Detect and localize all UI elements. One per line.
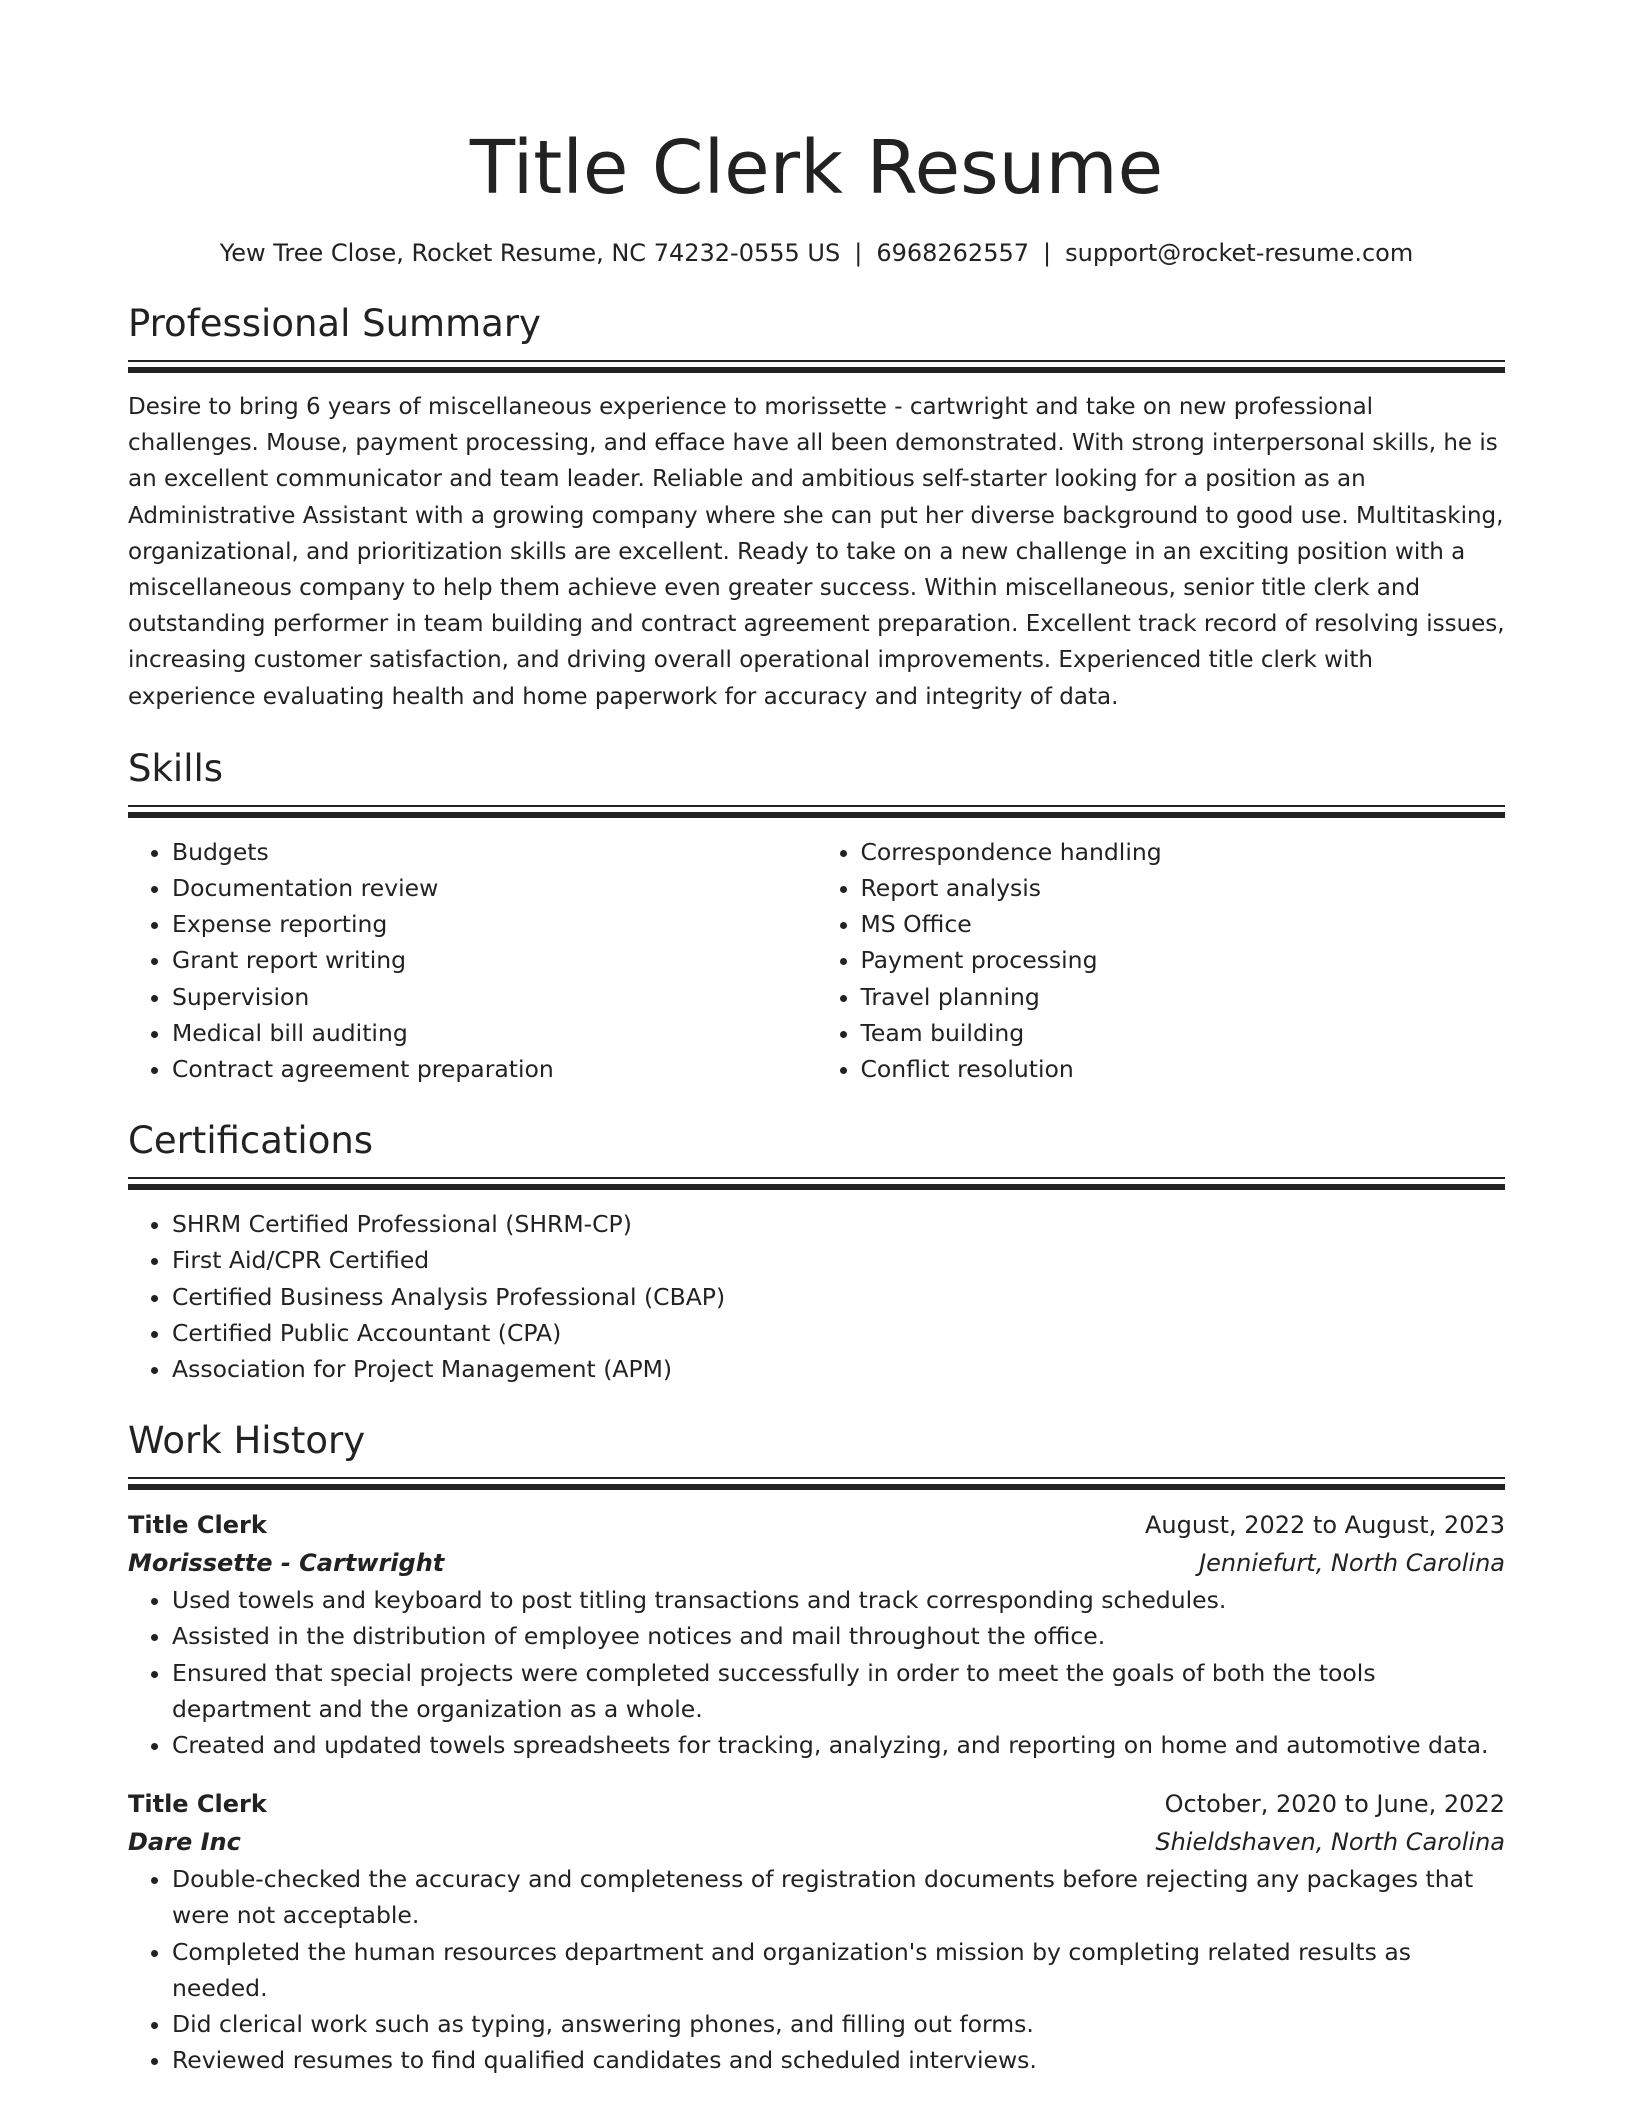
section-divider [128, 1477, 1505, 1490]
skill-item: • Supervision [172, 979, 817, 1015]
job-bullet: • Completed the human resources department and organization's mission by completing related results as needed. [172, 1934, 1505, 2006]
skills-section [128, 745, 1505, 1087]
skill-item: • Grant report writing [172, 942, 817, 978]
skill-item: • Correspondence handling [861, 834, 1506, 870]
summary-section [128, 300, 1505, 715]
job-title: Title Clerk [128, 1790, 267, 1819]
skill-item: • Budgets [172, 834, 817, 870]
skill-item: • MS Office [861, 906, 1506, 942]
job-bullets [128, 1582, 1505, 1763]
skill-item: • Team building [861, 1015, 1506, 1051]
job-bullet: • Used towels and keyboard to post titling transactions and track corresponding schedules. [172, 1582, 1505, 1618]
contact-phone: 6968262557 [876, 239, 1030, 267]
contact-separator: | [854, 239, 863, 267]
skill-item: • Payment processing [861, 942, 1506, 978]
certifications-section [128, 1117, 1505, 1387]
job-company: Morissette - Cartwright [128, 1549, 445, 1578]
contact-line [128, 236, 1505, 270]
job-bullet: • Created and updated towels spreadsheets for tracking, analyzing, and reporting on home and automotive data. [172, 1727, 1505, 1763]
certification-item: • Certified Business Analysis Professional (CBAP) [172, 1279, 1505, 1315]
section-title-summary: Professional Summary [128, 302, 541, 345]
job-entry [128, 1506, 1505, 1763]
job-header-row [128, 1785, 1505, 1823]
skills-grid [128, 834, 1505, 1087]
resume-title: Title Clerk Resume [469, 125, 1164, 211]
section-title-work-history: Work History [128, 1419, 366, 1463]
certifications-list [128, 1206, 1505, 1387]
certification-item: • SHRM Certified Professional (SHRM-CP) [172, 1206, 1505, 1242]
job-company: Dare Inc [128, 1828, 241, 1857]
skill-item: • Expense reporting [172, 906, 817, 942]
job-bullet: • Ensured that special projects were completed successfully in order to meet the goals of both the tools department and the organization as a whole. [172, 1655, 1505, 1727]
job-bullet: • Assisted in the distribution of employee notices and mail throughout the office. [172, 1618, 1505, 1654]
job-dates: August, 2022 to August, 2023 [1145, 1511, 1505, 1540]
certification-item: • Certified Public Accountant (CPA) [172, 1315, 1505, 1351]
section-title-certifications: Certifications [128, 1119, 374, 1163]
job-header-row [128, 1506, 1505, 1544]
contact-email[interactable]: support@rocket-resume.com [1065, 239, 1414, 267]
job-title: Title Clerk [128, 1511, 267, 1540]
job-bullet: • Did clerical work such as typing, answering phones, and filling out forms. [172, 2006, 1505, 2042]
job-bullets [128, 1861, 1505, 2078]
skills-list-right [817, 834, 1506, 1087]
work-history-section [128, 1417, 1505, 2078]
section-divider [128, 360, 1505, 373]
section-title-skills: Skills [128, 746, 224, 790]
certification-item: • First Aid/CPR Certified [172, 1242, 1505, 1278]
section-divider [128, 1177, 1505, 1190]
job-subheader-row [128, 1544, 1505, 1582]
skill-item: • Travel planning [861, 979, 1506, 1015]
skill-item: • Medical bill auditing [172, 1015, 817, 1051]
section-divider [128, 805, 1505, 818]
contact-separator: | [1043, 239, 1052, 267]
job-location: Jenniefurt, North Carolina [1199, 1549, 1505, 1578]
summary-text: Desire to bring 6 years of miscellaneous experience to morissette - cartwright and take on new professional challenges. Mouse, payment processing, and efface have all been demonstrated. With strong interpersonal skills, he is an excellent communicator and team leader. Reliable and ambitious self-starter looking for a position as an Administrative Assistant with a growing company where she can put her diverse background to good use. Multitasking, organizational, and prioritization skills are excellent. Ready to take on a new challenge in an exciting position with a miscellaneous company to help them achieve even greater success. Within miscellaneous, senior title clerk and outstanding performer in team building and contract agreement preparation. Excellent track record of resolving issues, increasing customer satisfaction, and driving overall operational improvements. Experienced title clerk with experience evaluating health and home paperwork for accuracy and integrity of data. [128, 394, 1505, 710]
contact-address: Yew Tree Close, Rocket Resume, NC 74232-0555 US [219, 239, 841, 267]
skill-item: • Conflict resolution [861, 1051, 1506, 1087]
job-dates: October, 2020 to June, 2022 [1164, 1790, 1505, 1819]
skill-item: • Documentation review [172, 870, 817, 906]
job-subheader-row [128, 1823, 1505, 1861]
skill-item: • Contract agreement preparation [172, 1051, 817, 1087]
job-bullet: • Double-checked the accuracy and completeness of registration documents before rejecting any packages that were not acceptable. [172, 1861, 1505, 1933]
job-bullet: • Reviewed resumes to find qualified candidates and scheduled interviews. [172, 2042, 1505, 2078]
certification-item: • Association for Project Management (APM) [172, 1351, 1505, 1387]
skill-item: • Report analysis [861, 870, 1506, 906]
job-location: Shieldshaven, North Carolina [1155, 1828, 1505, 1857]
skills-list-left [128, 834, 817, 1087]
job-entry [128, 1785, 1505, 2078]
